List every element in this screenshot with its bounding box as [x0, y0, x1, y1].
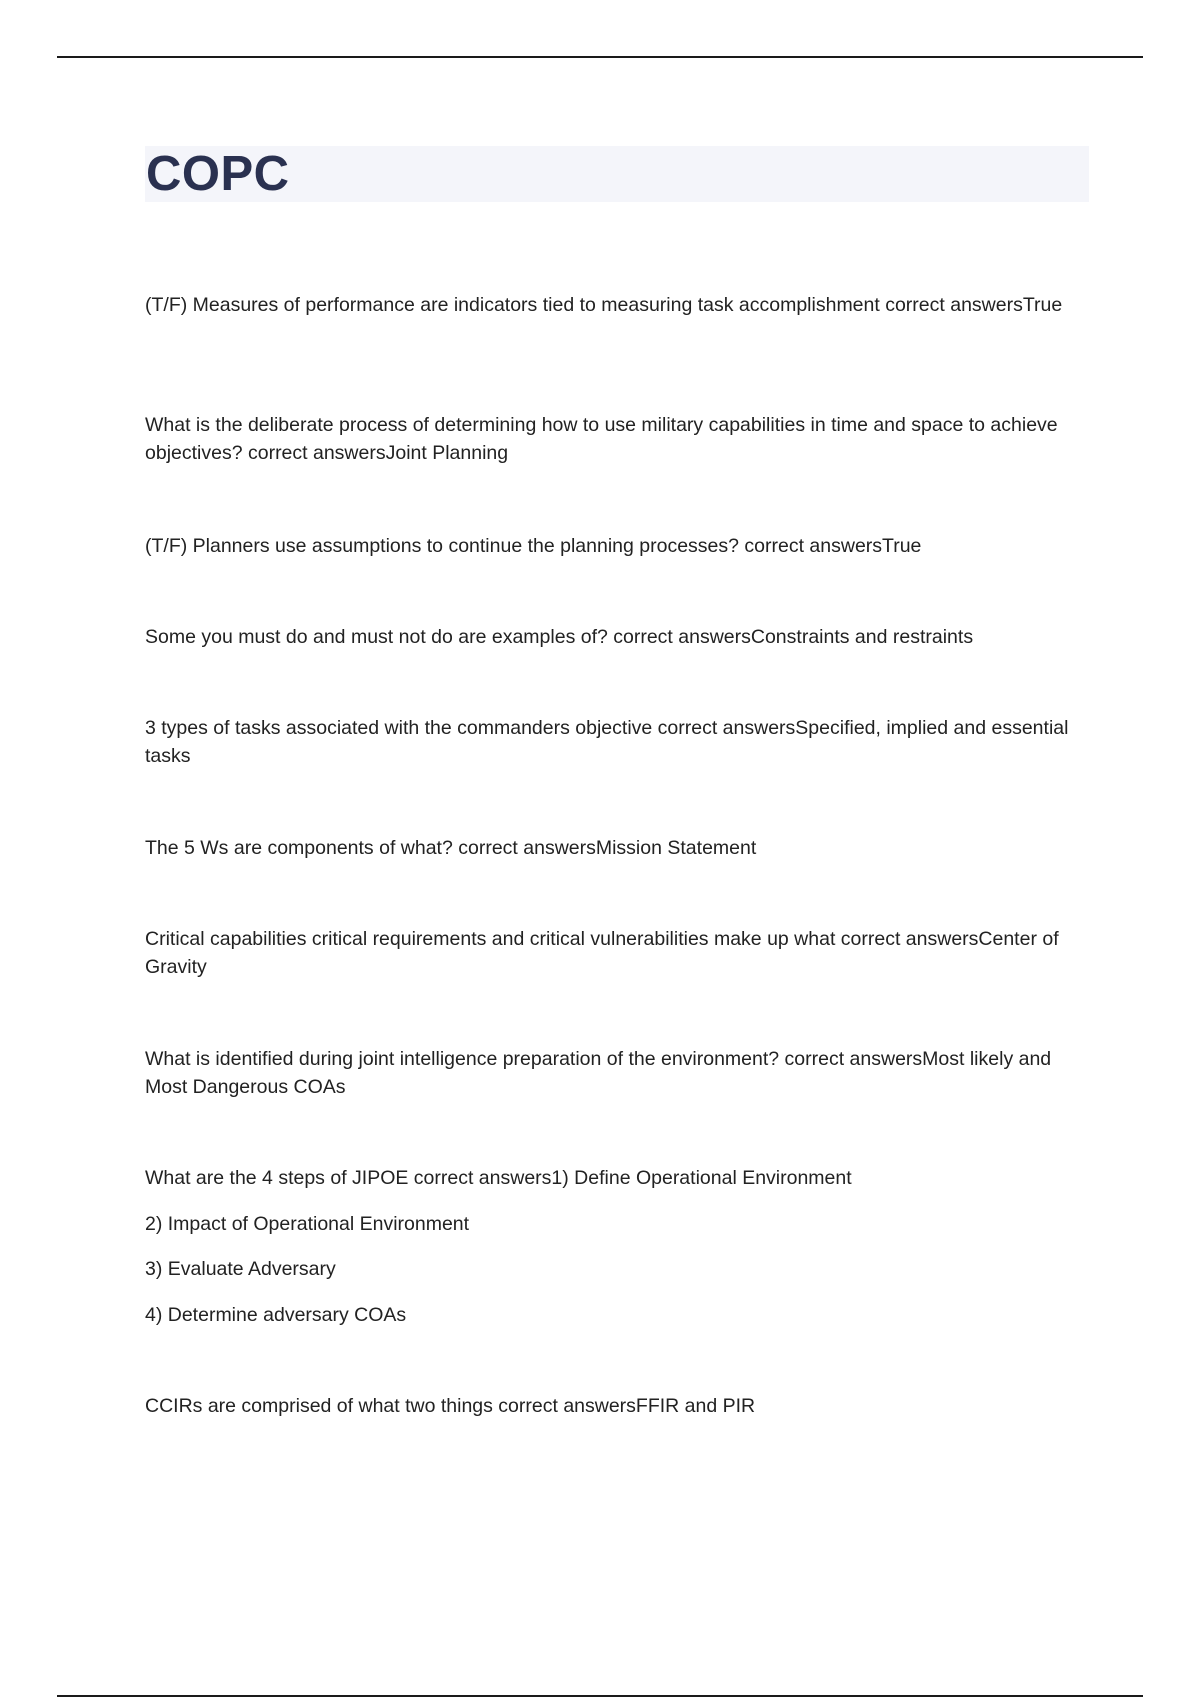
qa-item-5: 3 types of tasks associated with the commanders objective correct answersSpecified, implied and essential tasks — [145, 717, 1069, 767]
qa-item-10: CCIRs are comprised of what two things correct answersFFIR and PIR — [145, 1395, 756, 1417]
qa-item-9: What are the 4 steps of JIPOE correct answers1) Define Operational Environment — [145, 1167, 852, 1189]
document-title: COPC — [146, 147, 290, 201]
qa-item-1: (T/F) Measures of performance are indicators tied to measuring task accomplishment correct answersTrue — [145, 294, 1063, 316]
jipoe-step-2: 2) Impact of Operational Environment — [145, 1213, 470, 1235]
qa-item-3: (T/F) Planners use assumptions to continue the planning processes? correct answersTrue — [145, 535, 922, 557]
qa-item-6: The 5 Ws are components of what? correct answersMission Statement — [145, 837, 757, 859]
bottom-rule — [57, 1695, 1143, 1697]
top-rule — [57, 56, 1143, 58]
qa-item-4: Some you must do and must not do are examples of? correct answersConstraints and restraints — [145, 626, 974, 648]
jipoe-step-3: 3) Evaluate Adversary — [145, 1258, 336, 1280]
qa-item-2: What is the deliberate process of determining how to use military capabilities in time and space to achieve objectives? correct answersJoint Planning — [145, 414, 1058, 464]
qa-item-7: Critical capabilities critical requirements and critical vulnerabilities make up what correct answersCenter of Gravity — [145, 928, 1059, 978]
qa-item-8: What is identified during joint intelligence preparation of the environment? correct answersMost likely and Most Dangerous COAs — [145, 1048, 1052, 1098]
jipoe-step-4: 4) Determine adversary COAs — [145, 1304, 407, 1326]
